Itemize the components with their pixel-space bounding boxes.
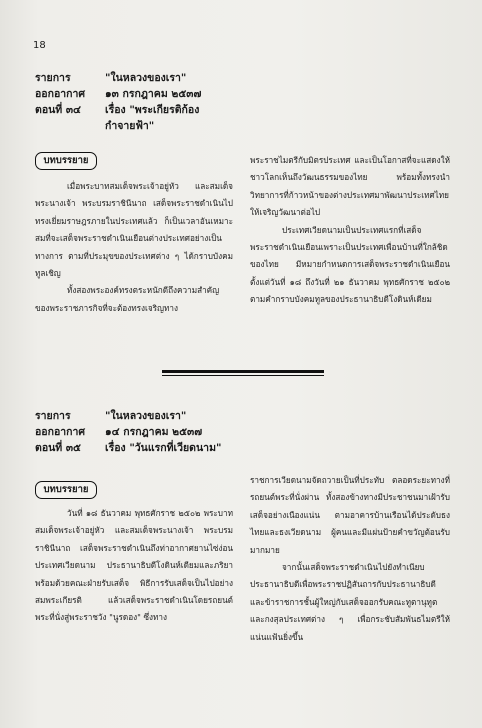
episode-label: ตอนที่ ๓๔ <box>35 104 82 116</box>
episode-2-left-column <box>35 505 233 627</box>
narration-badge: บทบรรยาย <box>35 481 97 499</box>
paragraph: พระราชไมตรีกับมิตรประเทศ และเป็นโอกาสที่จะแสดงให้ชาวโลกเห็นถึงวัฒนธรรมของไทย พร้อมทั้งทรงนำวิทยาการที่ก้าวหน้าของต่างประเทศมาพัฒนาประเทศไทยให้เจริญวัฒนาต่อไป <box>250 155 450 218</box>
episode-2-right-column <box>250 472 450 646</box>
airdate-label: ออกอากาศ <box>35 426 86 438</box>
program-value: "ในหลวงของเรา" <box>105 72 187 84</box>
topic-value-continued: กำจายฟ้า" <box>105 120 155 132</box>
episode-2-header <box>35 408 305 456</box>
episode-1-left-column <box>35 178 233 317</box>
narration-badge: บทบรรยาย <box>35 152 97 170</box>
paragraph: เมื่อพระบาทสมเด็จพระเจ้าอยู่หัว และสมเด็จพระนางเจ้า พระบรมราชินีนาถ เสด็จพระราชดำเนินไปทรงเยี่ยมราษฎรภายในประเทศแล้ว ก็เป็นเวลาอันเหมาะสมที่จะเสด็จพระราชดำเนินเยือนต่างประเทศอย่างเป็นทางการ ตามที่ประมุขของประเทศต่าง ๆ ได้กราบบังคมทูลเชิญ <box>35 181 233 279</box>
paragraph: ทั้งสองพระองค์ทรงตระหนักดีถึงความสำคัญของพระราชภารกิจที่จะต้องทรงเจริญทาง <box>35 285 220 313</box>
program-label: รายการ <box>35 72 71 84</box>
paragraph: วันที่ ๑๘ ธันวาคม พุทธศักราช ๒๕๐๒ พระบาทสมเด็จพระเจ้าอยู่หัว และสมเด็จพระนางเจ้า พระบรมราชินีนาถ เสด็จพระราชดำเนินถึงท่าอากาศยานไซ่ง่อนประเทศเวียดนาม ประธานาธิบดีโงดินห์เดียมและภริยา พร้อมด้วยคณะฝ่ายรับเสด็จ พิธีการรับเสด็จเป็นไปอย่างสมพระเกียรติ แล้วเสด็จพระราชดำเนินโดยรถยนต์พระที่นั่งสู่พระราชวัง "นูรดอง" ซึ่งทาง <box>35 508 233 623</box>
airdate-value: ๑๔ กรกฎาคม ๒๕๓๗ <box>105 426 203 438</box>
episode-1-header <box>35 70 265 134</box>
paragraph: จากนั้นเสด็จพระราชดำเนินไปยังทำเนียบประธานาธิบดีเพื่อพระราชปฏิสันถารกับประธานาธิบดี และข้าราชการชั้นผู้ใหญ่กับเสด็จออกรับคณะทูตานุทูต และกงสุลประเทศต่าง ๆ เพื่อกระชับสัมพันธไมตรีให้แน่นแฟ้นยิ่งขึ้น <box>250 562 450 642</box>
program-label: รายการ <box>35 410 71 422</box>
episode-1-right-column <box>250 152 450 309</box>
program-value: "ในหลวงของเรา" <box>105 410 187 422</box>
airdate-label: ออกอากาศ <box>35 88 86 100</box>
page-number: 18 <box>33 40 46 51</box>
topic-value: เรื่อง "วันแรกที่เวียดนาม" <box>105 442 222 454</box>
paragraph: ประเทศเวียดนามเป็นประเทศแรกที่เสด็จพระราชดำเนินเยือนเพราะเป็นประเทศเพื่อนบ้านที่ใกล้ชิดของไทย มีหมายกำหนดการเสด็จพระราชดำเนินเยือน ตั้งแต่วันที่ ๑๘ ถึงวันที่ ๒๑ ธันวาคม พุทธศักราช ๒๕๐๒ ตามคำกราบบังคมทูลของประธานาธิบดีโงดินห์เดียม <box>250 224 450 305</box>
paragraph: ราชการเวียดนามจัดถวายเป็นที่ประทับ ตลอดระยะทางที่รถยนต์พระที่นั่งผ่าน ทั้งสองข้างทางมีประชาชนมาเฝ้ารับเสด็จอย่างเนืองแน่น ตามอาคารบ้านเรือนได้ประดับธงไทยและธงเวียดนาม ผู้คนและมีแผ่นป้ายคำขวัญต้อนรับมากมาย <box>250 475 450 555</box>
episode-label: ตอนที่ ๓๕ <box>35 442 82 454</box>
topic-value: เรื่อง "พระเกียรติก้อง <box>105 104 200 116</box>
airdate-value: ๑๓ กรกฎาคม ๒๕๓๗ <box>105 88 202 100</box>
section-divider <box>162 370 324 376</box>
